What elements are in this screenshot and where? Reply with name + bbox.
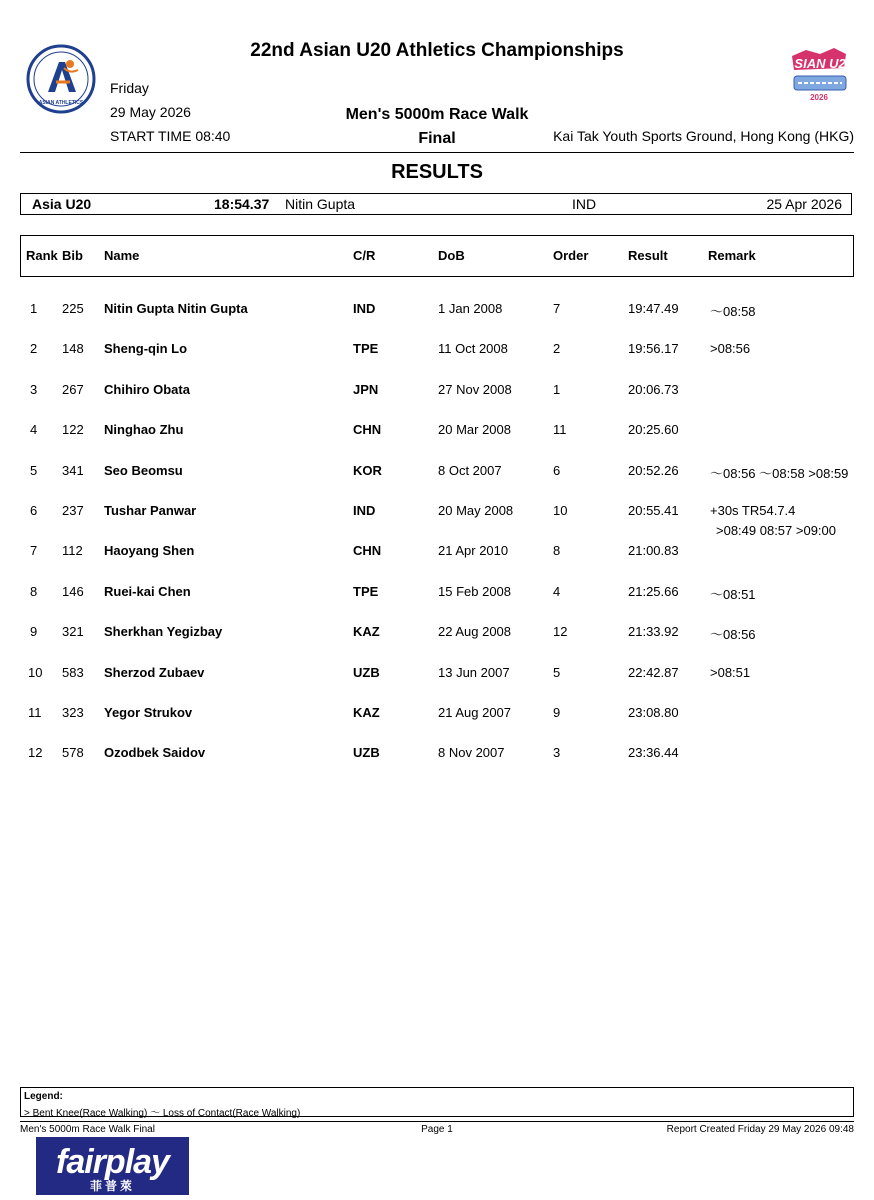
venue: Kai Tak Youth Sports Ground, Hong Kong (HKG)	[553, 128, 854, 144]
col-bib: Bib	[62, 248, 83, 263]
footer-divider	[20, 1121, 854, 1122]
sponsor-wordmark: fairplay	[56, 1143, 169, 1181]
cell-name: Haoyang Shen	[104, 543, 195, 559]
cell-order: 12	[553, 624, 568, 640]
cell-name: Sheng-qin Lo	[104, 341, 188, 357]
cell-remark: ～08:56 ～08:58 >08:59	[710, 465, 849, 481]
col-cr: C/R	[353, 248, 376, 263]
page-title: 22nd Asian U20 Athletics Championships	[250, 40, 624, 61]
record-date: 25 Apr 2026	[766, 196, 842, 212]
cell-result: 22:42.87	[628, 664, 679, 680]
event-name: Men's 5000m Race Walk	[345, 106, 529, 123]
cell-dob: 21 Apr 2010	[438, 543, 509, 559]
cell-rank: 9	[30, 624, 38, 640]
legend-items: > Bent Knee(Race Walking) ～ Loss of Contact(Race Walking)	[24, 1108, 301, 1119]
cell-name: Chihiro Obata	[104, 381, 190, 397]
cell-dob: 20 May 2008	[438, 503, 514, 518]
cell-dob: 27 Nov 2008	[438, 381, 512, 397]
cell-remark: ～08:56	[710, 627, 756, 643]
cell-bib: 225	[62, 301, 84, 316]
cell-name: Yegor Strukov	[104, 705, 193, 720]
cell-result: 20:06.73	[628, 381, 679, 397]
cell-name: Sherzod Zubaev	[104, 664, 205, 680]
cell-order: 7	[553, 301, 561, 316]
section-title: RESULTS	[391, 161, 483, 183]
cell-result: 20:52.26	[628, 462, 679, 478]
cell-cr: UZB	[353, 664, 380, 680]
cell-rank: 1	[30, 301, 38, 316]
footer-page: Page 1	[421, 1124, 453, 1135]
cell-rank: 4	[30, 422, 38, 438]
cell-remark: ～08:51	[710, 586, 756, 602]
cell-rank: 7	[30, 543, 38, 559]
cell-name: Ozodbek Saidov	[104, 745, 206, 761]
cell-bib: 146	[62, 583, 84, 599]
cell-dob: 21 Aug 2007	[438, 705, 512, 720]
cell-dob: 15 Feb 2008	[438, 583, 512, 599]
cell-cr: CHN	[353, 422, 382, 438]
cell-name: Sherkhan Yegizbay	[104, 624, 223, 640]
cell-result: 19:47.49	[628, 301, 679, 316]
cell-dob: 11 Oct 2008	[438, 341, 508, 357]
cell-cr: KOR	[353, 462, 382, 478]
cell-name: Tushar Panwar	[104, 503, 197, 518]
svg-text:ASIAN ATHLETICS: ASIAN ATHLETICS	[38, 100, 84, 106]
cell-order: 6	[553, 462, 561, 478]
footer-event: Men's 5000m Race Walk Final	[20, 1124, 155, 1135]
cell-name: Ruei-kai Chen	[104, 583, 191, 599]
cell-dob: 8 Nov 2007	[438, 745, 505, 761]
cell-cr: TPE	[353, 583, 379, 599]
cell-remark: >08:51	[710, 664, 751, 680]
record-box	[20, 193, 852, 215]
cell-order: 9	[553, 705, 561, 720]
cell-remark: ～08:58	[710, 304, 756, 319]
col-dob: DoB	[438, 248, 465, 263]
cell-bib: 583	[62, 664, 84, 680]
cell-remark: >08:56	[710, 341, 751, 357]
cell-name: Seo Beomsu	[104, 462, 183, 478]
cell-result: 21:33.92	[628, 624, 679, 640]
col-result: Result	[628, 248, 668, 263]
cell-rank: 10	[28, 664, 43, 680]
col-order: Order	[553, 248, 589, 263]
cell-cr: IND	[353, 301, 376, 316]
svg-text:ASIAN U20: ASIAN U20	[786, 56, 852, 71]
footer-created: Report Created Friday 29 May 2026 09:48	[666, 1124, 854, 1135]
cell-result: 21:00.83	[628, 543, 679, 559]
cell-rank: 5	[30, 462, 38, 478]
cell-order: 3	[553, 745, 561, 761]
cell-dob: 20 Mar 2008	[438, 422, 511, 438]
cell-dob: 1 Jan 2008	[438, 301, 503, 316]
svg-text:2026: 2026	[810, 93, 828, 102]
cell-bib: 267	[62, 381, 84, 397]
cell-rank: 2	[30, 341, 38, 357]
cell-cr: KAZ	[353, 624, 380, 640]
cell-order: 11	[553, 422, 567, 438]
cell-bib: 321	[62, 624, 84, 640]
cell-bib: 341	[62, 462, 84, 478]
cell-order: 2	[553, 341, 561, 357]
record-time: 18:54.37	[214, 196, 270, 212]
cell-name: Nitin Gupta Nitin Gupta	[104, 301, 248, 316]
cell-order: 4	[553, 583, 561, 599]
event-round: Final	[418, 130, 456, 147]
cell-bib: 578	[62, 745, 84, 761]
cell-dob: 22 Aug 2008	[438, 624, 512, 640]
cell-result: 23:36.44	[628, 745, 679, 761]
cell-bib: 112	[62, 543, 83, 559]
event-day: Friday	[110, 80, 149, 96]
cell-bib: 323	[62, 705, 84, 720]
cell-name: Ninghao Zhu	[104, 422, 184, 438]
cell-remark-2: >08:49 08:57 >09:00	[716, 523, 837, 538]
cell-remark: +30s TR54.7.4	[710, 503, 796, 518]
cell-bib: 237	[62, 503, 84, 518]
cell-cr: KAZ	[353, 705, 380, 720]
record-athlete: Nitin Gupta	[285, 196, 356, 212]
cell-order: 1	[553, 381, 561, 397]
record-name: Asia U20	[32, 196, 92, 212]
cell-rank: 8	[30, 583, 38, 599]
cell-order: 10	[553, 503, 568, 518]
cell-dob: 13 Jun 2007	[438, 664, 510, 680]
legend-title: Legend:	[24, 1091, 63, 1102]
cell-cr: IND	[353, 503, 376, 518]
start-time: START TIME 08:40	[110, 128, 231, 144]
cell-rank: 6	[30, 503, 38, 518]
cell-rank: 12	[28, 745, 43, 761]
cell-cr: UZB	[353, 745, 380, 761]
cell-result: 20:55.41	[628, 503, 679, 518]
cell-order: 5	[553, 664, 561, 680]
header-divider	[20, 152, 854, 153]
cell-rank: 11	[28, 705, 42, 720]
cell-cr: CHN	[353, 543, 382, 559]
cell-result: 21:25.66	[628, 583, 679, 599]
col-remark: Remark	[708, 248, 756, 263]
cell-cr: TPE	[353, 341, 379, 357]
col-name: Name	[104, 248, 140, 263]
cell-result: 20:25.60	[628, 422, 679, 438]
col-rank: Rank	[26, 248, 58, 263]
cell-bib: 148	[62, 341, 84, 357]
sponsor-subtitle: 菲普萊	[89, 1179, 135, 1193]
record-nation: IND	[572, 196, 597, 212]
cell-dob: 8 Oct 2007	[438, 462, 502, 478]
cell-cr: JPN	[353, 381, 379, 397]
event-date: 29 May 2026	[110, 104, 191, 120]
cell-result: 23:08.80	[628, 705, 679, 720]
cell-rank: 3	[30, 381, 38, 397]
cell-bib: 122	[62, 422, 84, 438]
cell-result: 19:56.17	[628, 341, 679, 357]
cell-order: 8	[553, 543, 561, 559]
